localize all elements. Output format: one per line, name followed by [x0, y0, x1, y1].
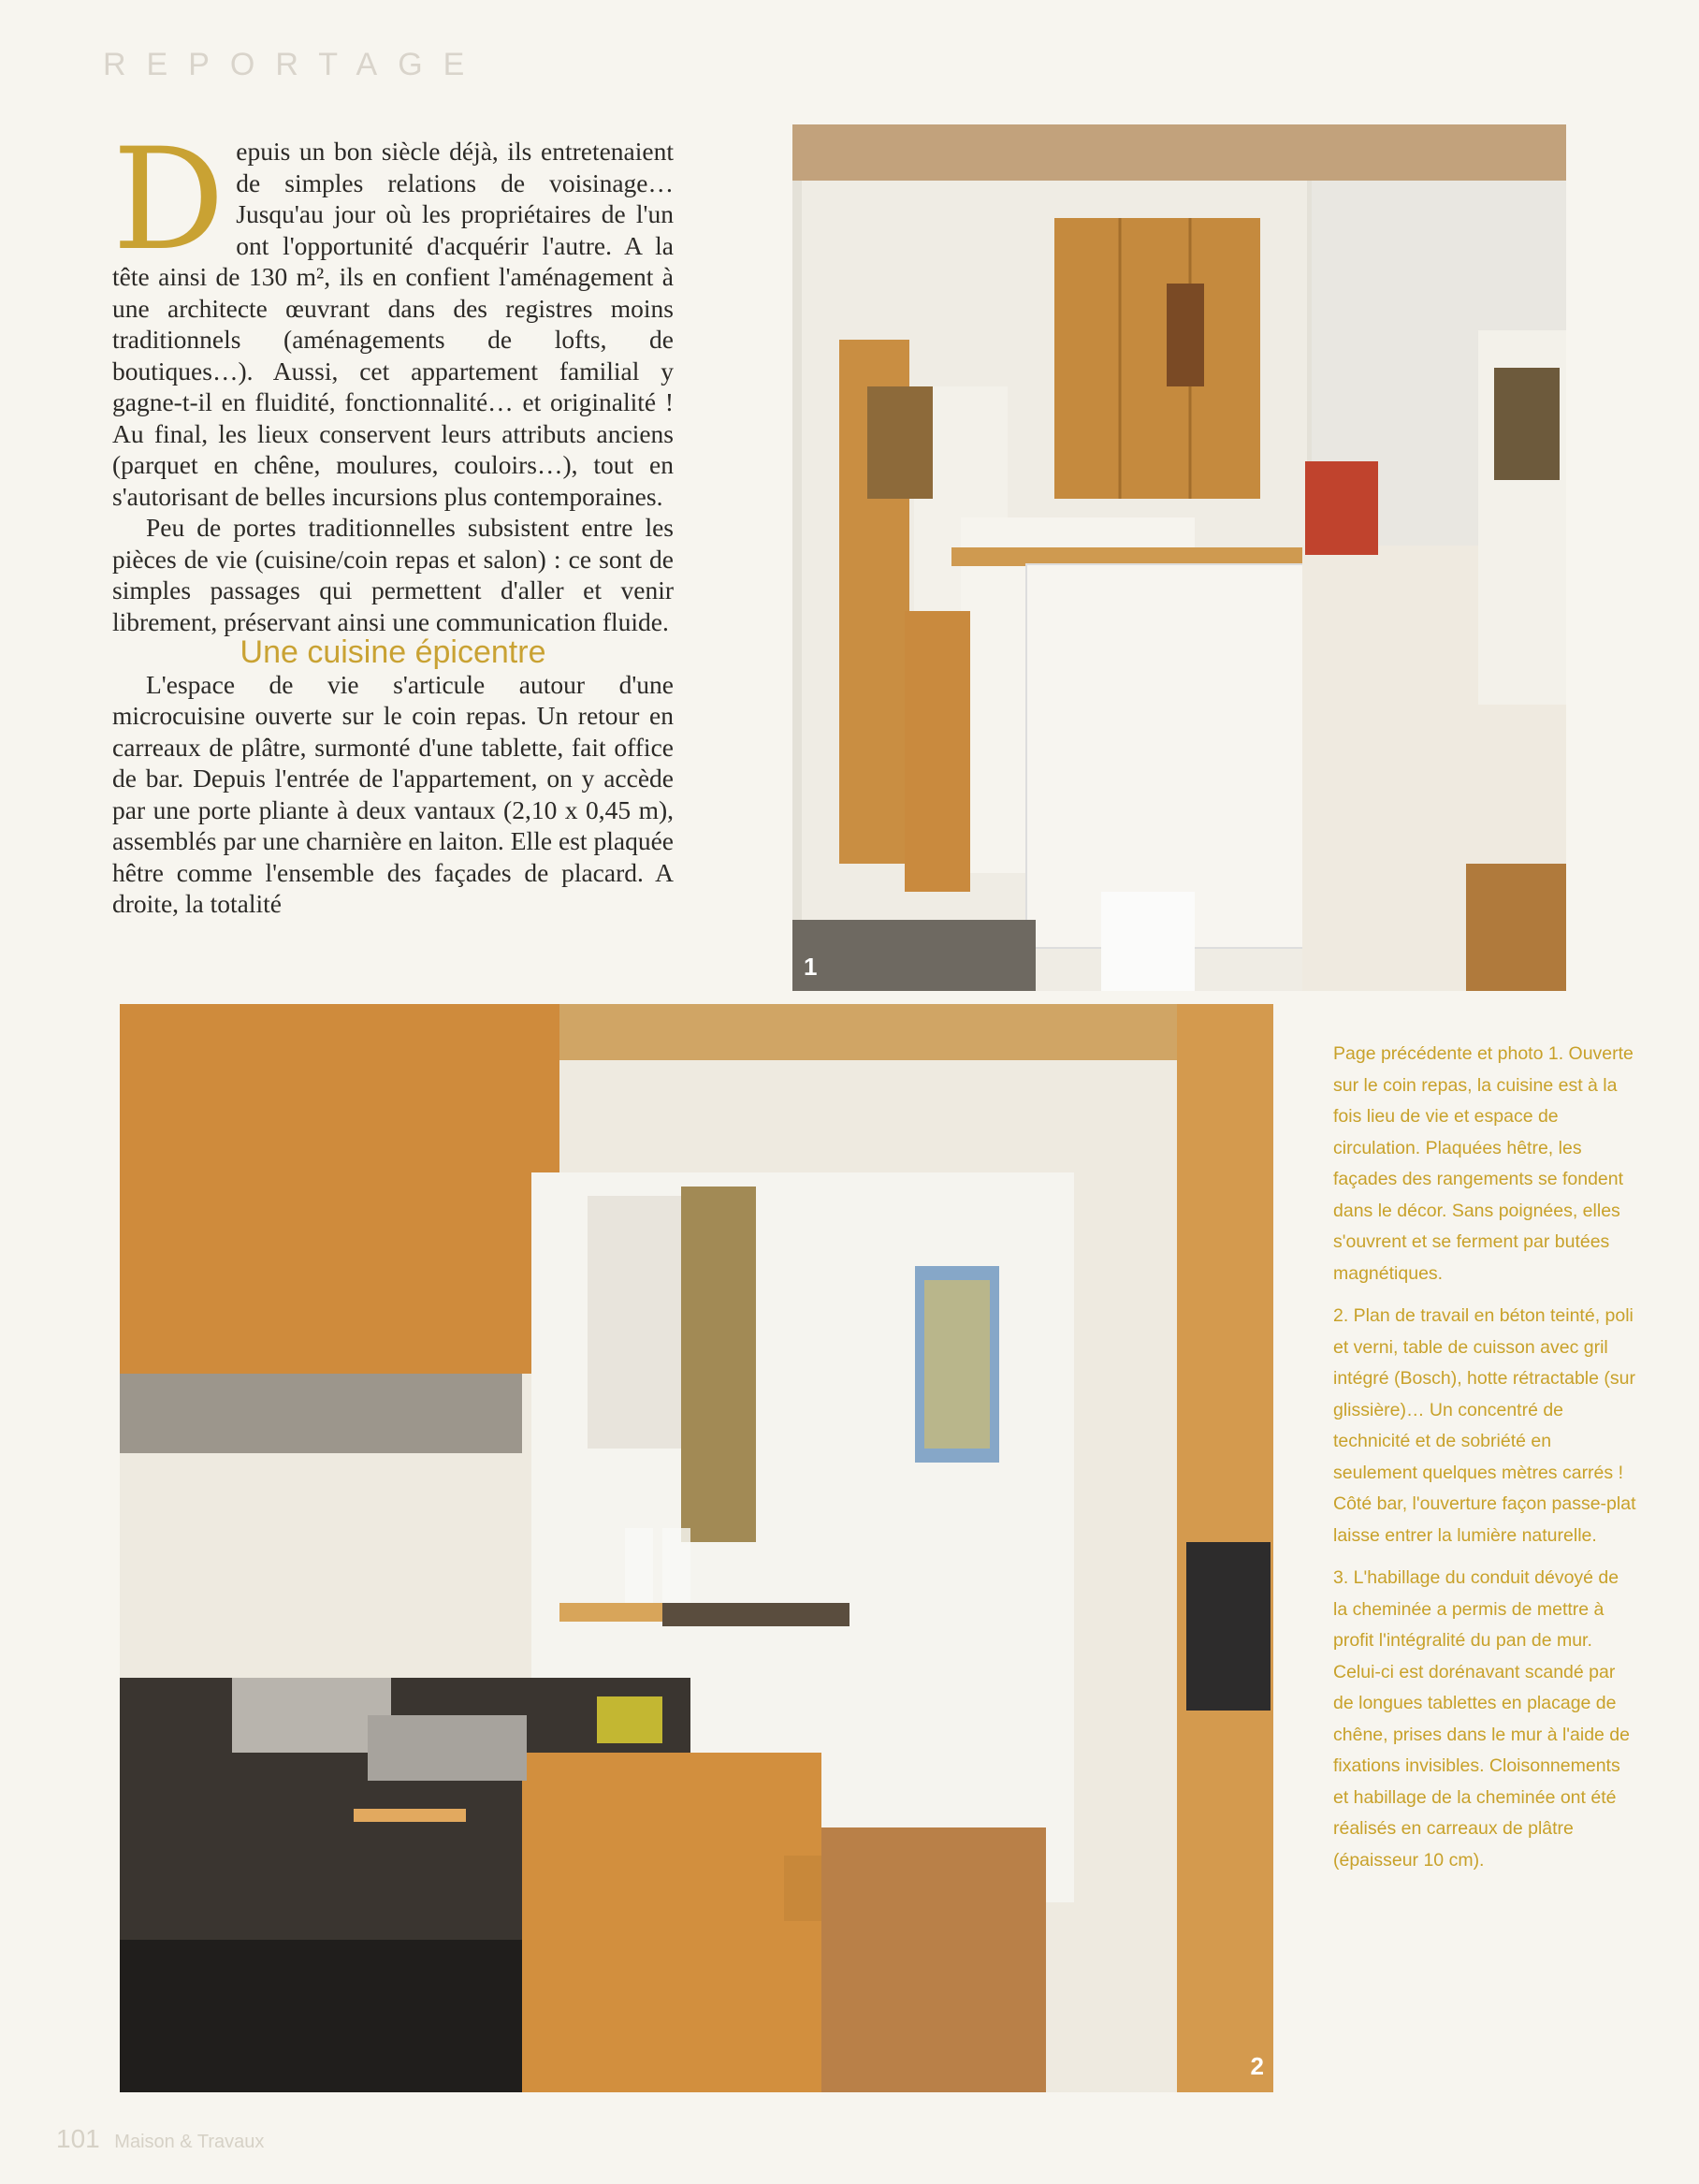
photo-2-illustration — [120, 1004, 1273, 2092]
magazine-name: Maison & Travaux — [114, 2132, 265, 2152]
paragraph-2: Peu de portes traditionnelles subsistent entre les pièces de vie (cuisine/coin repas et salon) : ce sont de simples passages qui permettent d'aller et venir librement, préservant ainsi une communication fluide. — [112, 513, 674, 636]
drop-cap: D — [112, 119, 225, 282]
photo-captions — [1333, 1039, 1637, 1887]
caption-photo-3: 3. L'habillage du conduit dévoyé de la cheminée a permis de mettre à profit l'intégralité du pan de mur. Celui-ci est dorénavant scandé par de longues tablettes en placage de chêne, prises dans le mur à l'aide de fixations invisibles. Cloisonnements et habillage de la cheminée ont été réalisés en carreaux de plâtre (épaisseur 10 cm). — [1333, 1567, 1630, 1871]
caption-photo-1: Page précédente et photo 1. Ouverte sur le coin repas, la cuisine est à la fois lieu de vie et espace de circulation. Plaquées hêtre, les façades des rangements se fondent dans le décor. Sans poignées, elles s'ouvrent et se ferment par butées magnétiques. — [1333, 1043, 1634, 1284]
photo-1-illustration — [792, 124, 1566, 991]
section-header: REPORTAGE — [103, 47, 486, 82]
subheading: Une cuisine épicentre — [240, 634, 546, 670]
photo-number: 1 — [804, 953, 818, 981]
photo-number: 2 — [1250, 2052, 1264, 2080]
photo-1 — [792, 124, 1566, 991]
paragraph-1: Depuis un bon siècle déjà, ils entretenaient de simples relations de voisinage… Jusqu'au jour où les propriétaires de l'un ont l'opportunité d'acquérir l'autre. A la tête ainsi de 130 m², ils en confient l'aménagement à une architecte œuvrant dans des registres moins traditionnels (aménagements de lofts, de boutiques…). Aussi, cet appartement familial y gagne-t-il en fluidité, fonctionnalité… et originalité ! Au final, les lieux conservent leurs attributs anciens (parquet en chêne, moulures, couloirs…), tout en s'autorisant de belles incursions plus contemporaines. — [112, 119, 674, 511]
caption-photo-2: 2. Plan de travail en béton teinté, poli et verni, table de cuisson avec gril intégré (Bosch), hotte rétractable (sur glissière)… Un concentré de technicité et de sobriété en seulement quelques mètres carrés ! Côté bar, l'ouverture façon passe-plat laisse entrer la lumière naturelle. — [1333, 1305, 1636, 1546]
article-body — [112, 119, 674, 920]
paragraph-3: L'espace de vie s'articule autour d'une microcuisine ouverte sur le coin repas. Un retour en carreaux de plâtre, surmonté d'une tablette, fait office de bar. Depuis l'entrée de l'appartement, on y accède par une porte pliante à deux vantaux (2,10 x 0,45 m), assemblés par une charnière en laiton. Elle est plaquée hêtre comme l'ensemble des façades de placard. A droite, la totalité — [112, 669, 674, 918]
page-footer — [56, 2124, 264, 2154]
photo-2 — [120, 1004, 1273, 2092]
page-number: 101 — [56, 2124, 100, 2153]
